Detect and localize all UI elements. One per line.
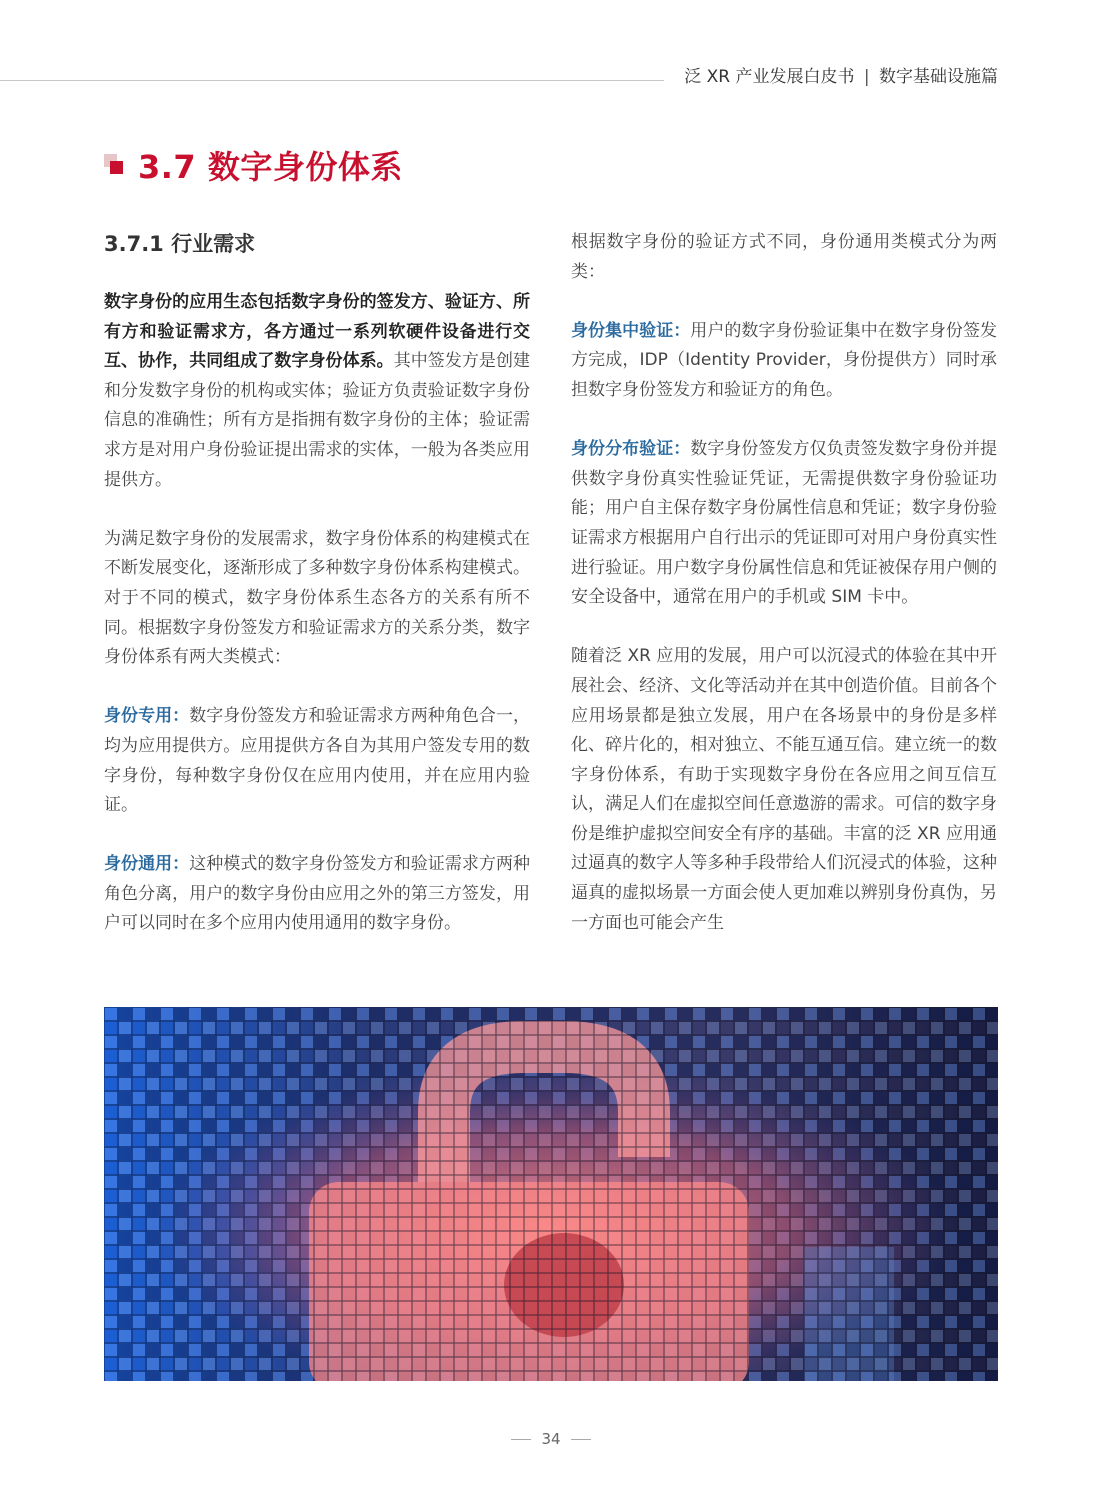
paragraph-dedicated-identity	[104, 702, 530, 820]
paragraph-verification-types: 根据数字身份的验证方式不同，身份通用类模式分为两类：	[571, 232, 997, 282]
padlock-image	[104, 1007, 998, 1381]
right-column	[571, 228, 997, 968]
header-rule	[0, 80, 664, 81]
padlock-icon	[104, 1007, 998, 1381]
paragraph-lead-bold: 数字身份的应用生态包括数字身份的签发方、验证方、所有方和验证需求方，各方通过一系列软硬件设备进行交互、协作，共同组成了数字身份体系。	[104, 292, 530, 372]
term-label: 身份集中验证：	[571, 320, 691, 341]
paragraph-ecosystem	[104, 288, 530, 495]
paragraph-modes: 为满足数字身份的发展需求，数字身份体系的构建模式在不断发展变化，逐渐形成了多种数字身份体系构建模式。对于不同的模式，数字身份体系生态各方的关系有所不同。根据数字身份签发方和验证需求方的关系分类，数字身份体系有两大类模式：	[104, 528, 530, 668]
term-body: 数字身份签发方仅负责签发数字身份并提供数字身份真实性验证凭证，无需提供数字身份验证功能；用户自主保存数字身份属性信息和凭证；数字身份验证需求方根据用户自行出示的凭证即可对用户身份真实性进行验证。用户数字身份属性信息和凭证被保存用户侧的安全设备中，通常在用户的手机或 SIM 卡中。	[571, 439, 998, 608]
left-column	[104, 228, 530, 969]
header-separator: |	[863, 67, 870, 87]
subsection-title: 3.7.1 行业需求	[104, 232, 256, 256]
section-square-icon	[104, 154, 126, 176]
paragraph-distributed-verification	[571, 435, 997, 613]
term-label: 身份通用：	[104, 854, 190, 875]
term-body: 用户的数字身份验证集中在数字身份签发方完成，IDP（Identity Provider，身份提供方）同时承担数字身份签发方和验证方的角色。	[571, 320, 998, 400]
term-label: 身份专用：	[104, 706, 190, 727]
header-section: 数字基础设施篇	[879, 67, 998, 87]
paragraph-general-identity	[104, 850, 530, 939]
paragraph-centralized-verification	[571, 317, 997, 406]
section-title: 3.7 数字身份体系	[138, 148, 403, 186]
term-label: 身份分布验证：	[571, 439, 691, 460]
header-title: 泛 XR 产业发展白皮书	[684, 67, 855, 87]
paragraph-xr-development: 随着泛 XR 应用的发展，用户可以沉浸式的体验在其中开展社会、经济、文化等活动并在其中创造价值。目前各个应用场景都是独立发展，用户在各场景中的身份是多样化、碎片化的，相对独立、不能互通互信。建立统一的数字身份体系，有助于实现数字身份在各应用之间互信互认，满足人们在虚拟空间任意遨游的需求。可信的数字身份是维护虚拟空间安全有序的基础。丰富的泛 XR 应用通过逼真的数字人等多种手段带给人们沉浸式的体验，这种逼真的虚拟场景一方面会使人更加难以辨别身份真伪，另一方面也可能会产生	[571, 646, 997, 933]
page-footer	[0, 1430, 1102, 1448]
term-body: 数字身份签发方和验证需求方两种角色合一，均为应用提供方。应用提供方各自为其用户签发专用的数字身份，每种数字身份仅在应用内使用，并在应用内验证。	[104, 706, 531, 816]
term-body: 这种模式的数字身份签发方和验证需求方两种角色分离，用户的数字身份由应用之外的第三方签发，用户可以同时在多个应用内使用通用的数字身份。	[104, 854, 531, 934]
page-number: 34	[541, 1430, 561, 1448]
paragraph-body: 其中签发方是创建和分发数字身份的机构或实体；验证方负责验证数字身份信息的准确性；所有方是指拥有数字身份的主体；验证需求方是对用户身份验证提出需求的实体，一般为各类应用提供方。	[104, 351, 531, 490]
running-header	[684, 62, 998, 87]
section-heading	[104, 140, 403, 190]
